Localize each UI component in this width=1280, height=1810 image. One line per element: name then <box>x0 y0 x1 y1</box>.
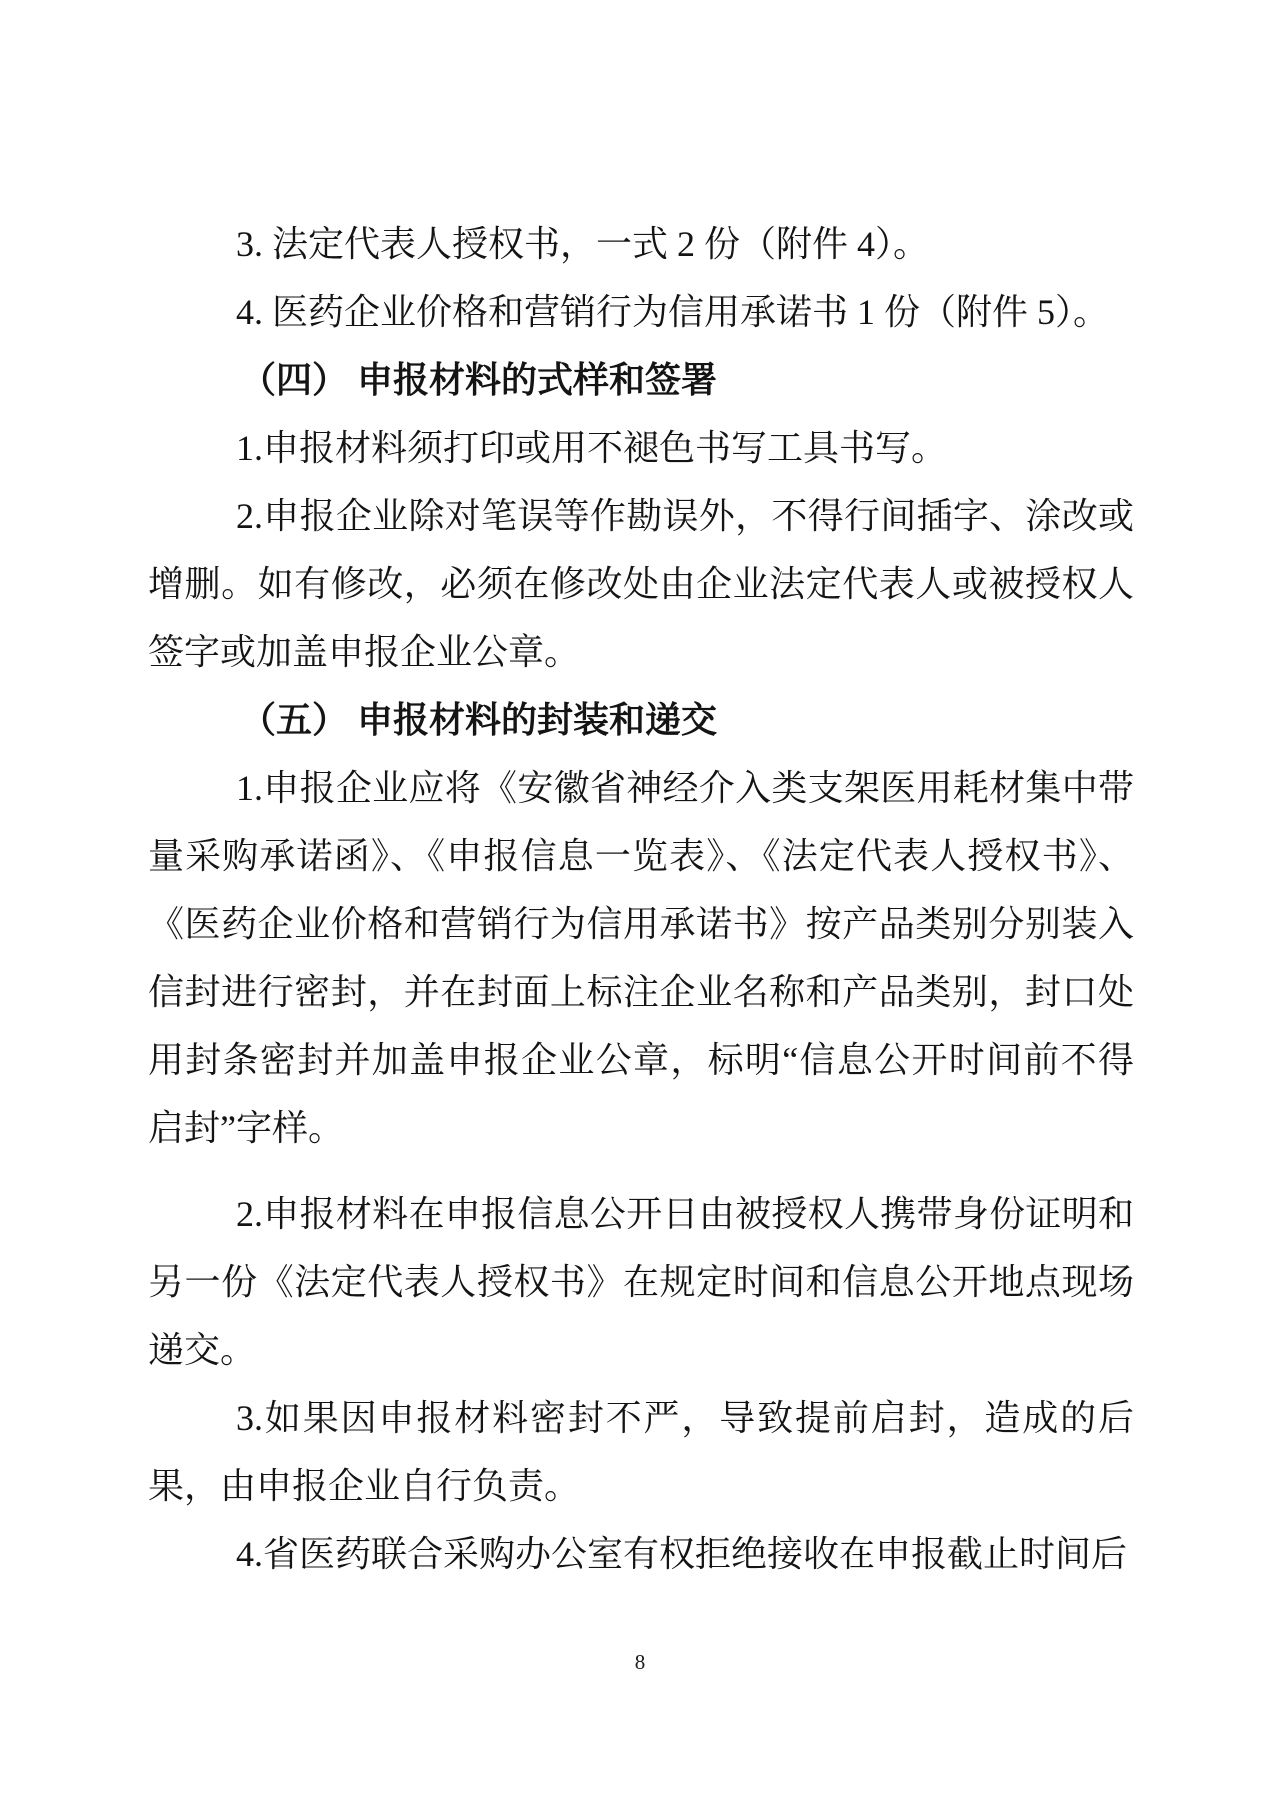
paragraph: 2.申报企业除对笔误等作勘误外，不得行间插字、涂改或增删。如有修改，必须在修改处由企业法定代表人或被授权人签字或加盖申报企业公章。 <box>148 496 1134 672</box>
paragraph: 4.省医药联合采购办公室有权拒绝接收在申报截止时间后 <box>236 1534 1128 1574</box>
page-number: 8 <box>634 1650 646 1674</box>
page-footer <box>0 1646 1280 1678</box>
list-item: 3. 法定代表人授权书，一式 2 份（附件 4）。 <box>236 224 930 264</box>
paragraph: 1.申报材料须打印或用不褪色书写工具书写。 <box>236 428 948 468</box>
section-heading: （四） 申报材料的式样和签署 <box>240 360 718 400</box>
paragraph: 3.如果因申报材料密封不严，导致提前启封，造成的后果，由申报企业自行负责。 <box>148 1398 1134 1506</box>
section-heading: （五） 申报材料的封装和递交 <box>240 700 718 740</box>
list-item: 4. 医药企业价格和营销行为信用承诺书 1 份（附件 5）。 <box>236 292 1110 332</box>
paragraph: 1.申报企业应将《安徽省神经介入类支架医用耗材集中带量采购承诺函》、《申报信息一览表》、《法定代表人授权书》、《医药企业价格和营销行为信用承诺书》按产品类别分别装入信封进行密封，并在封面上标注企业名称和产品类别，封口处用封条密封并加盖申报企业公章，标明“信息公开时间前不得启封”字样。 <box>148 768 1134 1148</box>
paragraph: 2.申报材料在申报信息公开日由被授权人携带身份证明和另一份《法定代表人授权书》在规定时间和信息公开地点现场递交。 <box>148 1194 1134 1370</box>
document-body <box>148 210 1134 1588</box>
